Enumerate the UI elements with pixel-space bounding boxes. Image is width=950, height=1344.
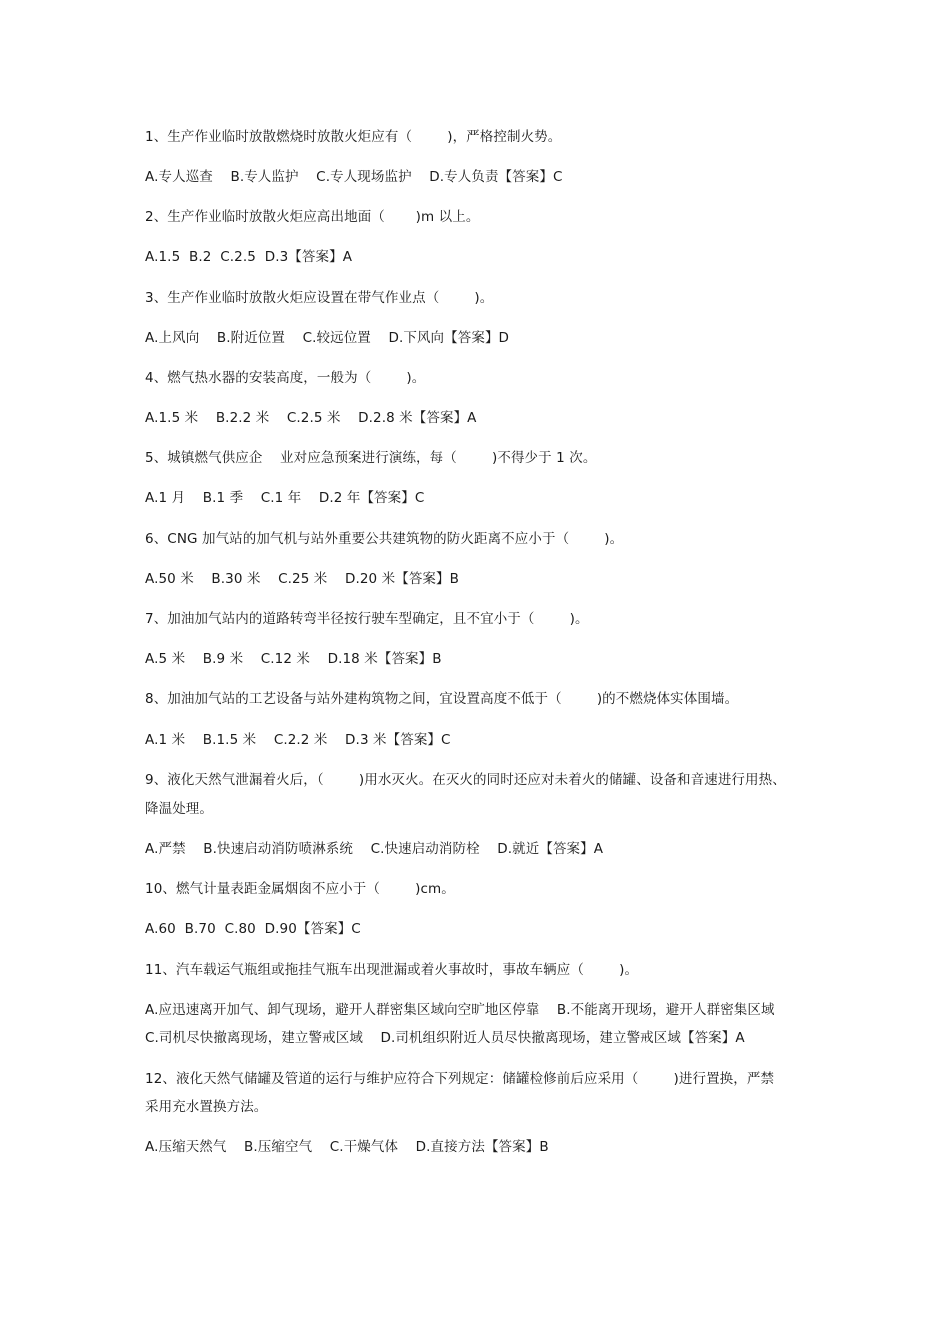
question-1-options: A.专人巡查 B.专人监护 C.专人现场监护 D.专人负责【答案】C: [145, 169, 563, 185]
question-4-options: A.1.5 米 B.2.2 米 C.2.5 米 D.2.8 米【答案】A: [145, 410, 477, 426]
question-11-text: 11、汽车载运气瓶组或拖挂气瓶车出现泄漏或着火事故时，事故车辆应（ )。: [145, 962, 639, 978]
question-11-options-cont: C.司机尽快撤离现场，建立警戒区域 D.司机组织附近人员尽快撤离现场，建立警戒区域【答案】A: [145, 1030, 745, 1046]
question-7-options: A.5 米 B.9 米 C.12 米 D.18 米【答案】B: [145, 651, 442, 667]
question-3-text: 3、生产作业临时放散火炬应设置在带气作业点（ )。: [145, 290, 494, 306]
question-8-text: 8、加油加气站的工艺设备与站外建构筑物之间，宜设置高度不低于（ )的不燃烧体实体围墙。: [145, 691, 739, 707]
question-5-text: 5、城镇燃气供应企 业对应急预案进行演练，每（ )不得少于 1 次。: [145, 450, 597, 466]
question-11-options: A.应迅速离开加气、卸气现场，避开人群密集区域向空旷地区停靠 B.不能离开现场，避开人群密集区域: [145, 1002, 775, 1018]
question-8-options: A.1 米 B.1.5 米 C.2.2 米 D.3 米【答案】C: [145, 732, 451, 748]
question-9-text: 9、液化天然气泄漏着火后，（ )用水灭火。在灭火的同时还应对未着火的储罐、设备和音速进行用热、: [145, 772, 786, 788]
question-2-text: 2、生产作业临时放散火炬应高出地面（ )m 以上。: [145, 209, 480, 225]
question-12-options: A.压缩天然气 B.压缩空气 C.干燥气体 D.直接方法【答案】B: [145, 1139, 549, 1155]
question-10-options: A.60 B.70 C.80 D.90【答案】C: [145, 921, 361, 937]
question-12-text-cont: 采用充水置换方法。: [145, 1099, 268, 1115]
question-5-options: A.1 月 B.1 季 C.1 年 D.2 年【答案】C: [145, 490, 425, 506]
question-7-text: 7、加油加气站内的道路转弯半径按行驶车型确定，且不宜小于（ )。: [145, 611, 589, 627]
question-3-options: A.上风向 B.附近位置 C.较远位置 D.下风向【答案】D: [145, 330, 510, 346]
question-1-text: 1、生产作业临时放散燃烧时放散火炬应有（ )，严格控制火势。: [145, 129, 562, 145]
question-4-text: 4、燃气热水器的安装高度，一般为（ )。: [145, 370, 426, 386]
question-6-text: 6、CNG 加气站的加气机与站外重要公共建筑物的防火距离不应小于（ )。: [145, 531, 624, 547]
question-12-text: 12、液化天然气储罐及管道的运行与维护应符合下列规定：储罐检修前后应采用（ )进行置换，严禁: [145, 1071, 775, 1087]
question-6-options: A.50 米 B.30 米 C.25 米 D.20 米【答案】B: [145, 571, 459, 587]
question-10-text: 10、燃气计量表距金属烟囱不应小于（ )cm。: [145, 881, 455, 897]
question-9-text-cont: 降温处理。: [145, 801, 213, 817]
question-2-options: A.1.5 B.2 C.2.5 D.3【答案】A: [145, 249, 353, 265]
question-9-options: A.严禁 B.快速启动消防喷淋系统 C.快速启动消防栓 D.就近【答案】A: [145, 841, 604, 857]
